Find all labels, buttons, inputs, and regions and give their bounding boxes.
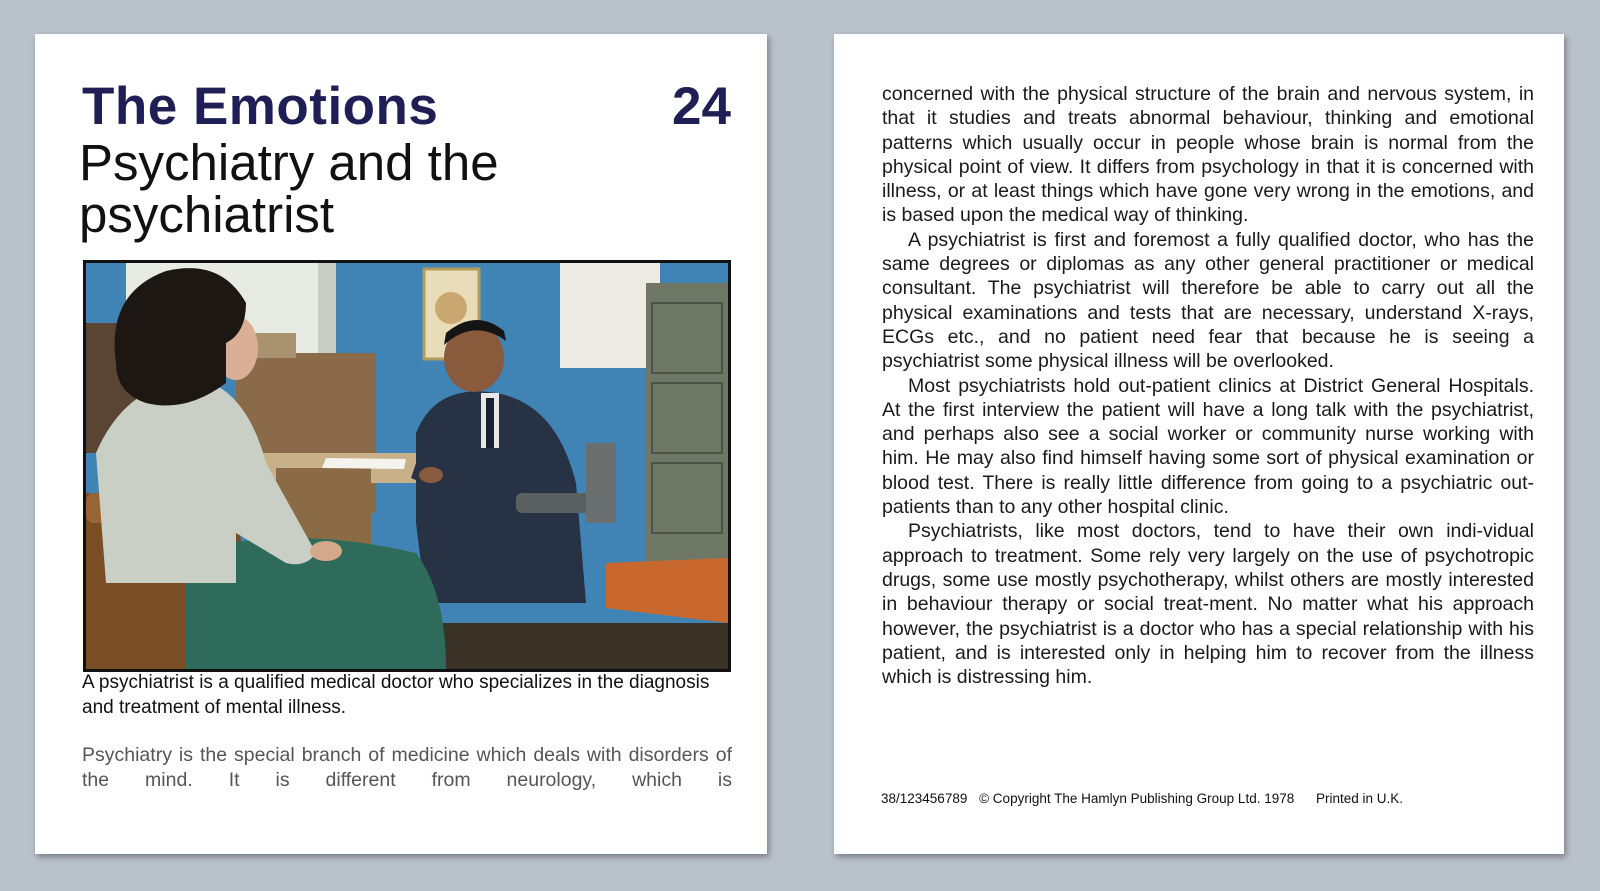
back-body-text <box>882 82 1534 689</box>
card-title: Psychiatry and the psychiatrist <box>79 134 499 243</box>
back-paragraph-4: Psychiatrists, like most doctors, tend to have their own indi-vidual approach to treatment. Some rely very largely on the use of psychotropic drugs, some use mostly psychotherapy, whilst others are mostly interested in behaviour therapy or social treat-ment. No matter what his approach however, the psychiatrist is a doctor who has a special relationship with his patient, and is interested only in helping him to recover from the illness which is distressing him. <box>882 520 1534 689</box>
footer-copyright: © Copyright The Hamlyn Publishing Group Ltd. 1978 <box>979 791 1295 806</box>
card-front <box>35 34 767 854</box>
back-paragraph-2: A psychiatrist is first and foremost a fully qualified doctor, who has the same degrees or diplomas as any other general practitioner or medical consultant. The psychiatrist will therefore be able to carry out all the physical examinations and tests that are necessary, understand X-rays, ECGs etc., and no patient need fear that because he is seeing a psychiatrist some physical illness will be overlooked. <box>882 228 1534 373</box>
back-paragraph-1: concerned with the physical structure of the brain and nervous system, in that it studies and treats abnormal behaviour, thinking and emotional patterns which usually occur in people whose brain is normal from the physical point of view. It differs from psychology in that it is concerned with illness, or at least things which have gone very wrong in the emotions, and is based upon the medical way of thinking. <box>882 83 1534 227</box>
footer-printed: Printed in U.K. <box>1316 791 1404 806</box>
front-body-text: Psychiatry is the special branch of medicine which deals with disorders of the mind. It is different from neurology, which is <box>82 744 732 791</box>
footer-code: 38/123456789 <box>881 791 968 806</box>
card-footer <box>881 791 1411 806</box>
photo-illustration <box>86 263 728 669</box>
photo-caption: A psychiatrist is a qualified medical doctor who specializes in the diagnosis and treatment of mental illness. <box>82 672 710 718</box>
card-photo <box>83 260 731 672</box>
back-paragraph-3: Most psychiatrists hold out-patient clinics at District General Hospitals. At the first interview the patient will have a long talk with the psychiatrist, and perhaps also see a social worker or community nurse working with him. He may also find himself having some sort of physical examination or blood test. There is really little difference from going to a psychiatric out-patients than to any other hospital clinic. <box>882 374 1534 519</box>
series-title: The Emotions <box>82 77 439 136</box>
card-number: 24 <box>672 77 731 136</box>
card-back <box>834 34 1564 854</box>
